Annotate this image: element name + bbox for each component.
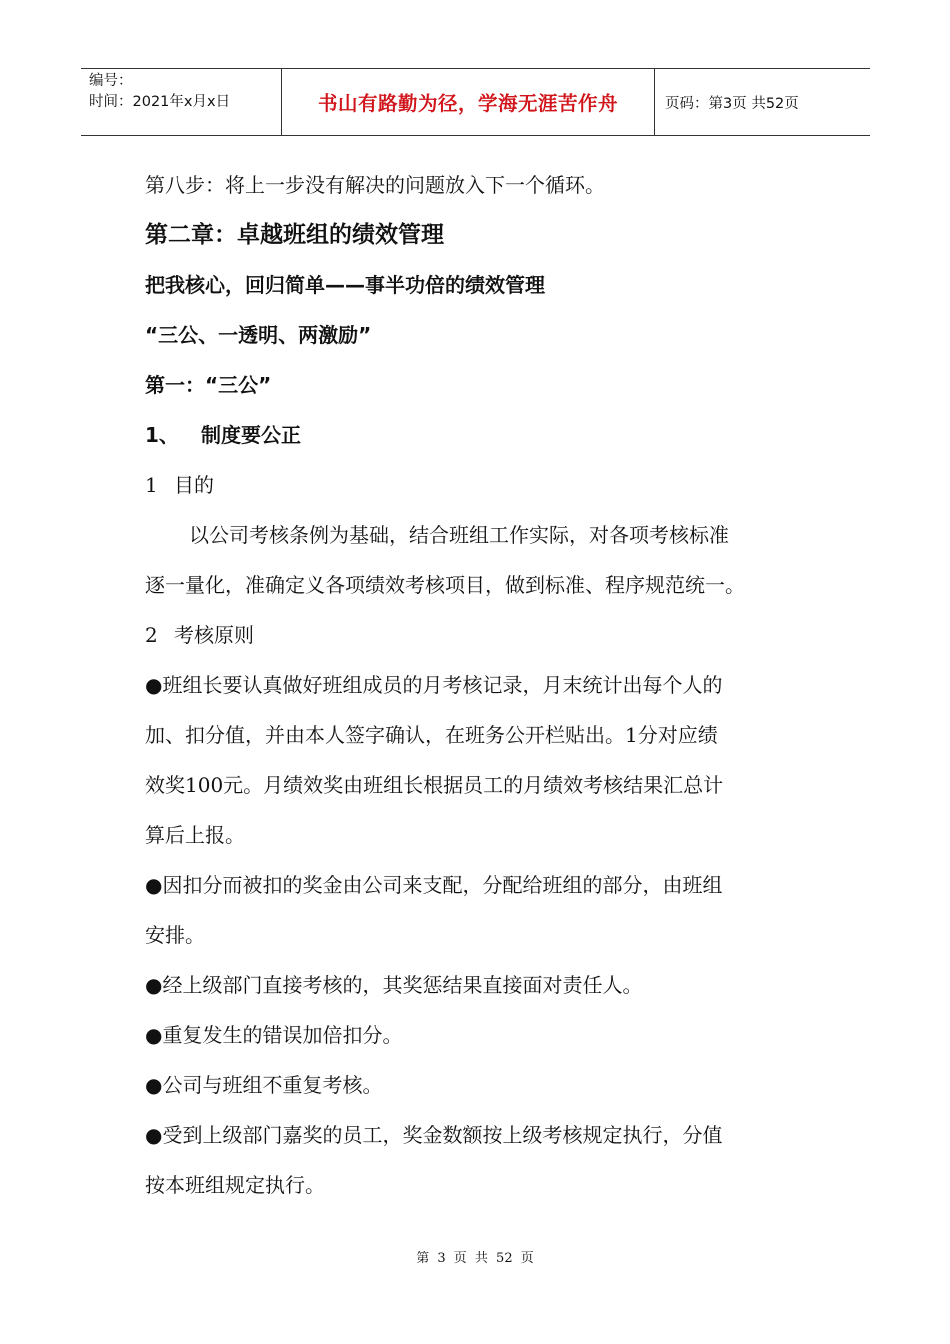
- bullet-line: ●重复发生的错误加倍扣分。: [145, 1023, 403, 1047]
- header-page-info: 页码：第3页 共52页: [665, 95, 799, 112]
- purpose-title: 目的: [174, 473, 214, 497]
- purpose-number: 1: [145, 473, 158, 497]
- header-meta: [81, 69, 282, 135]
- bullet-line: 算后上报。: [145, 823, 245, 847]
- item-title: 制度要公正: [201, 423, 301, 447]
- document-body: [145, 160, 825, 1210]
- bullet-line: ●班组长要认真做好班组成员的月考核记录，月末统计出每个人的: [145, 673, 723, 697]
- serial-label: 编号：: [89, 73, 133, 89]
- page-footer: 第 3 页 共 52 页: [416, 1251, 534, 1266]
- page-header: [81, 68, 870, 136]
- subtitle: 把我核心，回归简单——事半功倍的绩效管理: [145, 273, 545, 297]
- slogan: “三公、一透明、两激励”: [145, 323, 372, 347]
- bullet-line: ●公司与班组不重复考核。: [145, 1073, 383, 1097]
- chapter-title: 第二章：卓越班组的绩效管理: [145, 222, 444, 248]
- bullet-line: ●经上级部门直接考核的，其奖惩结果直接面对责任人。: [145, 973, 643, 997]
- item-heading: [145, 410, 825, 460]
- bullet-line: ●受到上级部门嘉奖的员工，奖金数额按上级考核规定执行，分值: [145, 1123, 723, 1147]
- paragraph-line: 逐一量化，准确定义各项绩效考核项目，做到标准、程序规范统一。: [145, 573, 745, 597]
- bullet-line: 效奖100元。月绩效奖由班组长根据员工的月绩效考核结果汇总计: [145, 773, 724, 797]
- item-number: 1、: [145, 423, 179, 447]
- purpose-heading: [145, 460, 825, 510]
- principle-number: 2: [145, 623, 158, 647]
- paragraph-line: 以公司考核条例为基础，结合班组工作实际，对各项考核标准: [189, 523, 729, 547]
- bullet-line: ●因扣分而被扣的奖金由公司来支配，分配给班组的部分，由班组: [145, 873, 723, 897]
- header-motto: 书山有路勤为径，学海无涯苦作舟: [282, 69, 655, 135]
- bullet-line: 按本班组规定执行。: [145, 1173, 325, 1197]
- principle-title: 考核原则: [174, 623, 254, 647]
- bullet-line: 加、扣分值，并由本人签字确认，在班务公开栏贴出。1分对应绩: [145, 723, 718, 747]
- principle-heading: [145, 610, 825, 660]
- section-heading: 第一：“三公”: [145, 373, 272, 397]
- date-label: 时间：2021年x月x日: [89, 94, 231, 110]
- bullet-line: 安排。: [145, 923, 205, 947]
- step-eight: 第八步：将上一步没有解决的问题放入下一个循环。: [145, 173, 605, 197]
